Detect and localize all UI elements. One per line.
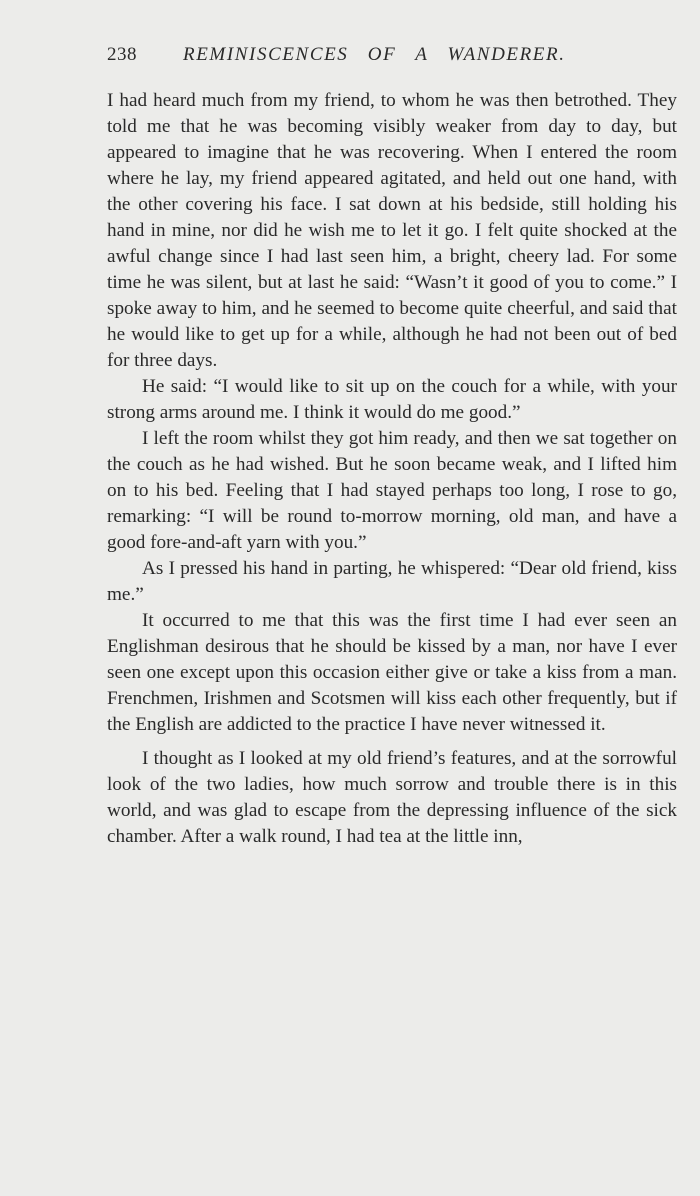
paragraph: As I pressed his hand in parting, he whispered: “Dear old friend, kiss me.”: [107, 558, 677, 605]
paragraph: I left the room whilst they got him ready, and then we sat together on the couch as he had wished. But he soon became weak, and I lifted him on to his bed. Feeling that I had stayed perhaps too long, I rose to go, remarking: “I will be round to-morrow morning, old man, and have a good fore-and-aft yarn with you.”: [107, 428, 677, 553]
paragraph: I had heard much from my friend, to whom he was then betrothed. They told me that he was becoming visibly weaker from day to day, but appeared to imagine that he was recovering. When I entered the room where he lay, my friend appeared agitated, and held out one hand, with the other covering his face. I sat down at his bedside, still holding his hand in mine, nor did he wish me to let it go. I felt quite shocked at the awful change since I had last seen him, a bright, cheery lad. For some time he was silent, but at last he said: “Wasn’t it good of you to come.” I spoke away to him, and he seemed to become quite cheerful, and said that he would like to get up for a while, although he had not been out of bed for three days.: [107, 90, 677, 371]
paragraph: It occurred to me that this was the first time I had ever seen an Englishman desirous that he should be kissed by a man, nor have I ever seen one except upon this occasion either give or take a kiss from a man. Frenchmen, Irishmen and Scotsmen will kiss each other frequently, but if the English are addicted to the practice I have never witnessed it.: [107, 610, 677, 735]
running-head: [107, 44, 617, 74]
page-number: 238: [107, 44, 137, 65]
paragraph: He said: “I would like to sit up on the couch for a while, with your strong arms around me. I think it would do me good.”: [107, 376, 677, 423]
paragraph: I thought as I looked at my old friend’s features, and at the sorrowful look of the two ladies, how much sorrow and trouble there is in this world, and was glad to escape from the depressing influence of the sick chamber. After a walk round, I had tea at the little inn,: [107, 748, 677, 847]
body-text: [107, 88, 677, 850]
running-title: REMINISCENCES OF A WANDERER.: [183, 44, 566, 65]
